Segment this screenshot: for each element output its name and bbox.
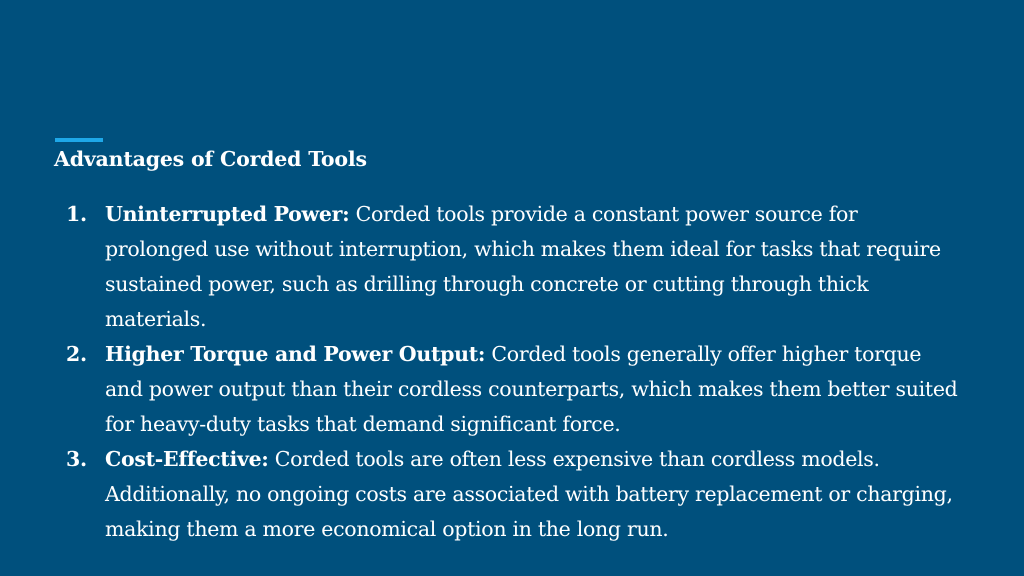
list-item-number: 3.: [66, 447, 87, 471]
list-item-heading: Uninterrupted Power:: [105, 202, 350, 226]
list-item-number: 1.: [66, 202, 87, 226]
list-item: [0, 337, 965, 442]
list-item-text: Corded tools provide a constant power source for prolonged use without interruption, which makes them ideal for tasks that require sustained power, such as drilling through concrete or cutting through thick materials.: [105, 202, 941, 331]
list-item: [0, 442, 965, 547]
advantages-list: [0, 197, 1000, 547]
list-item-text: Corded tools generally offer higher torque and power output than their cordless counterparts, which makes them better suited for heavy-duty tasks that demand significant force.: [105, 342, 958, 436]
list-item-heading: Cost-Effective:: [105, 447, 269, 471]
list-item-text: Corded tools are often less expensive than cordless models. Additionally, no ongoing costs are associated with battery replacement or charging, making them a more economical option in the long run.: [105, 447, 953, 541]
slide-title: Advantages of Corded Tools: [54, 147, 367, 171]
list-item-heading: Higher Torque and Power Output:: [105, 342, 486, 366]
list-item: [0, 197, 965, 337]
title-accent-bar: [55, 138, 103, 142]
list-item-number: 2.: [66, 342, 87, 366]
